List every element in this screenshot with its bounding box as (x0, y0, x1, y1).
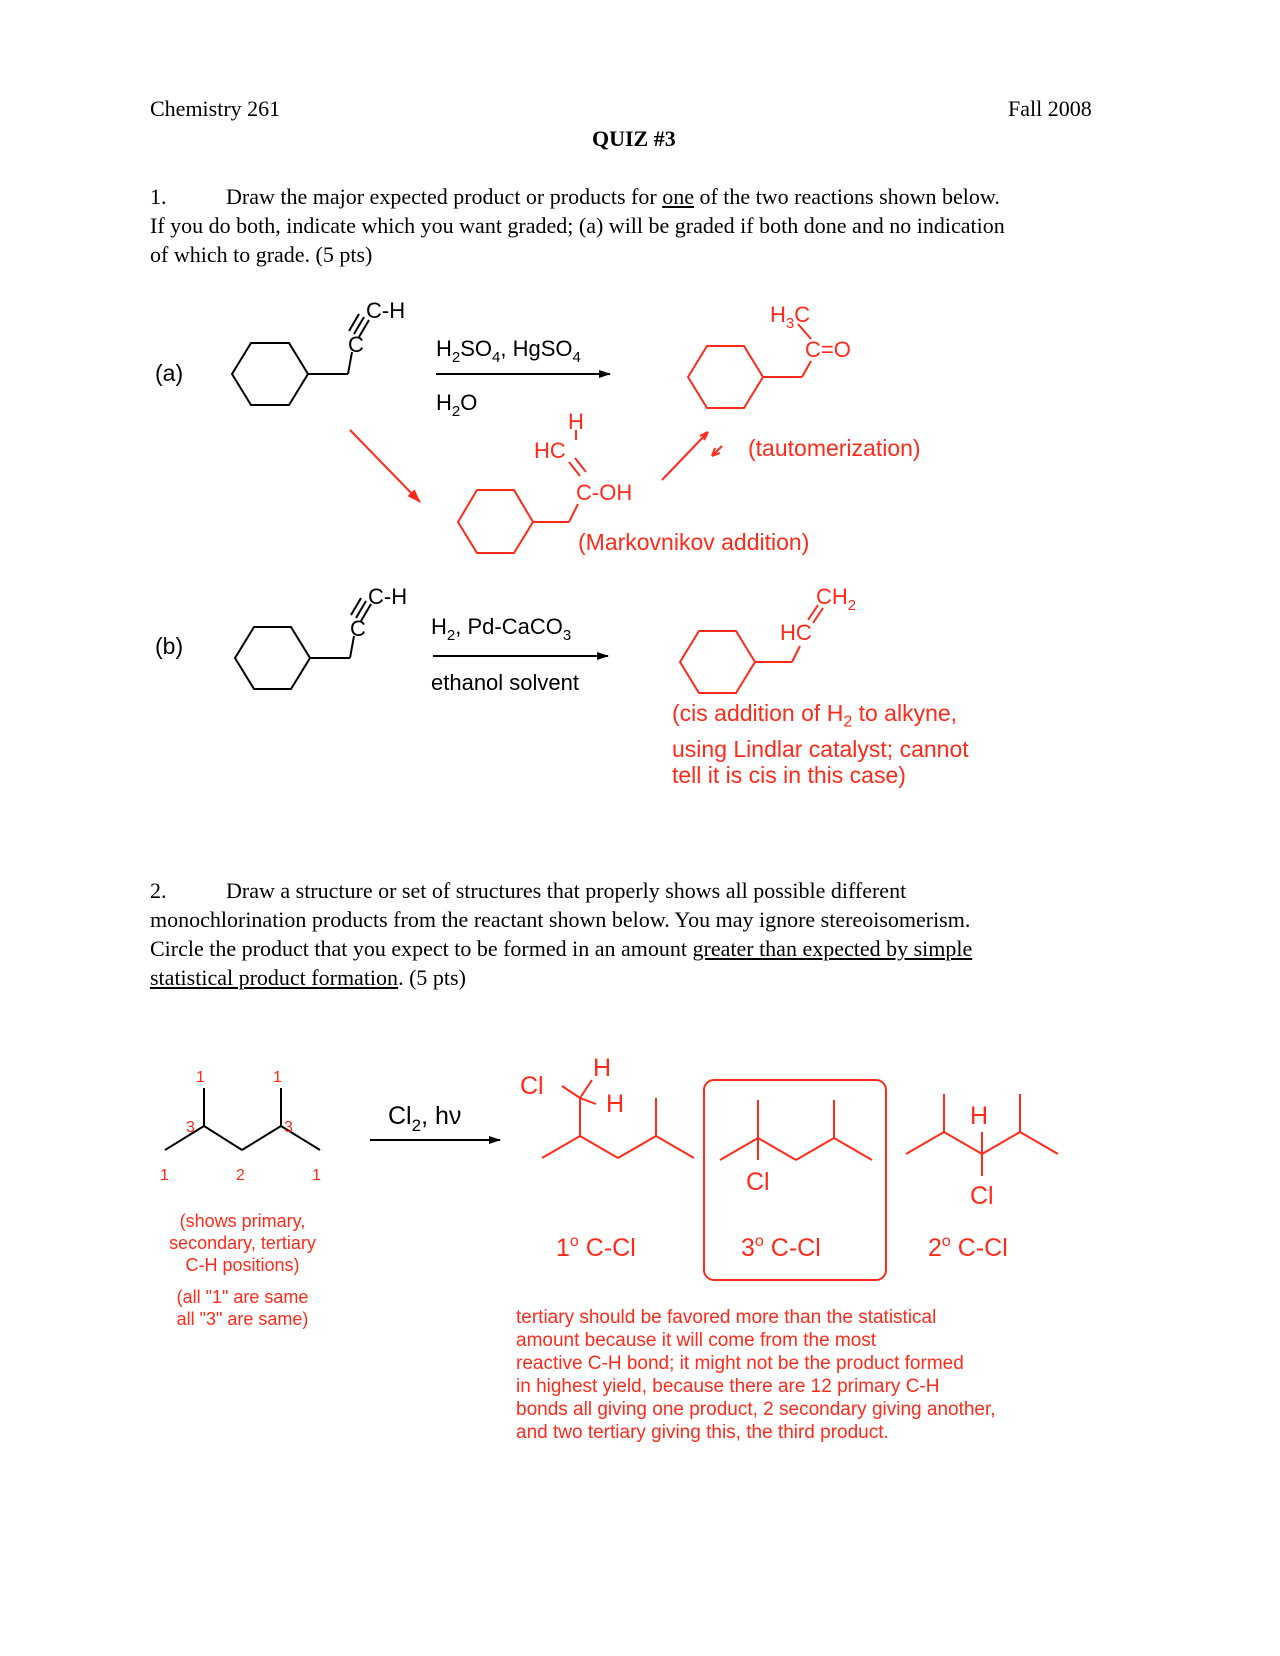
p1-cl: Cl (520, 1072, 544, 1100)
enol-double-bond (575, 458, 586, 472)
cyclohexane-ring (688, 346, 763, 408)
p2-h: H (970, 1102, 989, 1130)
enol-intermediate (458, 430, 586, 553)
enol-hc: HC (534, 438, 566, 463)
bond-to-vinyl (792, 646, 800, 662)
p1-label: 1$^o$ C-Cl (556, 1233, 636, 1262)
bond (618, 1136, 656, 1158)
p1-h-top: H (593, 1054, 612, 1082)
p3-label: 3$^o$ C-Cl (741, 1233, 821, 1262)
q1-line-1-post: of the two reactions shown below. (693, 184, 1000, 209)
position-label: 2 (236, 1167, 245, 1184)
bond (165, 1126, 204, 1150)
alkene-ch2: $CH_2$ (816, 584, 857, 614)
part-b-reactant (235, 598, 371, 689)
bond (796, 1138, 834, 1160)
markovnikov-arrow (350, 430, 420, 502)
explanation-line: bonds all giving one product, 2 secondary giving another, (516, 1399, 996, 1420)
alkene-hc: HC (780, 620, 812, 645)
part-a-ketone-product (688, 324, 811, 408)
part-a-label: (a) (155, 360, 184, 386)
bond-to-enol-carbon (569, 504, 578, 522)
position-label: 3 (284, 1119, 293, 1136)
quiz-title: QUIZ #3 (592, 126, 676, 151)
part-a-reagent-top: $H_2SO_4$, HgSO$_4$ (436, 336, 581, 366)
c-h-bond (580, 1098, 596, 1104)
alkyne-ch: C-H (366, 298, 406, 323)
part-b-reagent-bottom: ethanol solvent (431, 670, 579, 695)
bond (1020, 1132, 1058, 1154)
cyclohexane-ring (232, 343, 308, 405)
bond-to-carbonyl (802, 361, 811, 377)
position-label: 1 (160, 1167, 169, 1184)
part-a-reagent-bottom: $H_2O$ (436, 390, 478, 420)
explanation-line: in highest yield, because there are 12 primary C-H (516, 1376, 940, 1397)
bond (242, 1126, 281, 1150)
part-b-label: (b) (155, 633, 184, 659)
reactant-note-line: all "3" are same) (176, 1309, 309, 1329)
bond (720, 1138, 758, 1160)
q2-line-2: monochlorination products from the reactant shown below. You may ignore stereoisomerism. (150, 907, 971, 932)
bond (542, 1136, 580, 1158)
ketone-co: C=O (805, 337, 851, 362)
q2-line-3-underline: greater than expected by simple (692, 936, 973, 961)
part-b-alkene-product (680, 605, 823, 693)
bond (758, 1138, 796, 1160)
reactant-note-line: (all "1" are same (176, 1287, 309, 1307)
q1-line-3: of which to grade. (5 pts) (150, 242, 373, 267)
p2-label: 2$^o$ C-Cl (928, 1233, 1008, 1262)
equilibrium-forward (662, 432, 708, 480)
term: Fall 2008 (1008, 96, 1092, 121)
q1-line-1-underline: one (662, 184, 694, 209)
enol-h: H (568, 409, 584, 434)
q2-line-4-underline: statistical product formation (150, 965, 399, 990)
reactant-note-line: C-H positions) (185, 1255, 300, 1275)
q2-position-labels (160, 1069, 321, 1184)
p3-cl: Cl (746, 1168, 770, 1196)
lindlar-note-line-3: tell it is cis in this case) (672, 761, 906, 788)
q2-reagent: $Cl_2$, hν (388, 1102, 462, 1135)
tautomerization-note: (tautomerization) (748, 435, 921, 461)
bond (656, 1136, 694, 1158)
position-label: 1 (273, 1069, 282, 1086)
cyclohexane-ring (680, 631, 755, 693)
q1-line-1-pre: Draw the major expected product or products for (226, 184, 663, 209)
p1-h-right: H (606, 1090, 625, 1118)
q2-line-3-pre: Circle the product that you expect to be formed in an amount (150, 936, 693, 961)
markovnikov-note: (Markovnikov addition) (578, 529, 810, 555)
explanation-line: tertiary should be favored more than the statistical (516, 1307, 937, 1328)
lindlar-note-line-1: (cis addition of $H_2$ to alkyne, (672, 700, 958, 731)
explanation-line: and two tertiary giving this, the third product. (516, 1422, 889, 1443)
c-cl-bond (562, 1086, 580, 1098)
position-label: 1 (312, 1167, 321, 1184)
bond (944, 1132, 982, 1154)
part-b-reagent-top: $H_2$, Pd-CaCO$_3$ (431, 614, 572, 644)
reactant-note-line: (shows primary, (179, 1211, 306, 1231)
position-label: 3 (186, 1119, 195, 1136)
enol-double-bond (569, 462, 580, 476)
bond (204, 1126, 242, 1150)
q1-number: 1. (150, 184, 167, 209)
lindlar-note-line-2: using Lindlar catalyst; cannot (672, 735, 969, 762)
explanation-line: amount because it will come from the most (516, 1330, 877, 1351)
ketone-h3c: $H_3C$ (770, 302, 811, 332)
bond (982, 1132, 1020, 1154)
position-label: 1 (196, 1069, 205, 1086)
part-a-reactant (232, 314, 369, 405)
bond (906, 1132, 944, 1154)
explanation-line: reactive C-H bond; it might not be the product formed (516, 1353, 964, 1374)
q2-line-4-post: . (5 pts) (398, 965, 466, 990)
cyclohexane-ring (235, 627, 310, 689)
alkyne-c: C (350, 616, 366, 641)
q1-line-2: If you do both, indicate which you want graded; (a) will be graded if both done and no indication (150, 213, 1005, 238)
q2-line-1: Draw a structure or set of structures that properly shows all possible different (226, 878, 907, 903)
product-tertiary (720, 1100, 872, 1160)
bond (580, 1136, 618, 1158)
p2-cl: Cl (970, 1182, 994, 1210)
enol-coh: C-OH (576, 480, 633, 505)
course-name: Chemistry 261 (150, 96, 281, 121)
alkyne-ch: C-H (368, 584, 408, 609)
alkyne-c: C (348, 332, 364, 357)
bond (834, 1138, 872, 1160)
c-h-bond (580, 1080, 592, 1098)
q2-number: 2. (150, 878, 167, 903)
reactant-note-line: secondary, tertiary (169, 1233, 316, 1253)
cyclohexane-ring (458, 490, 533, 553)
